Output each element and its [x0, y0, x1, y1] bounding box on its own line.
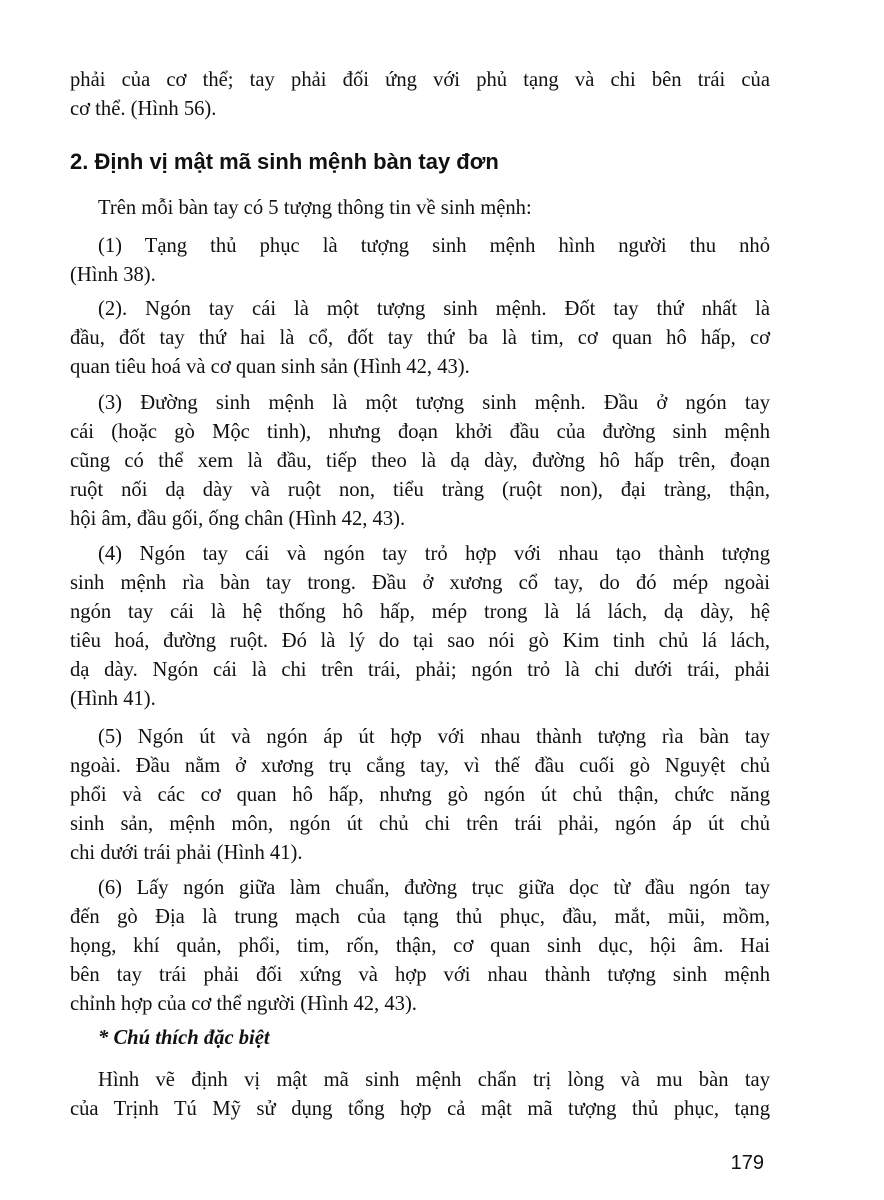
- text-line: dạ dày. Ngón cái là chi trên trái, phải; ngón trỏ là chi dưới trái, phải: [70, 659, 770, 681]
- text-line: tiêu hoá, đường ruột. Đó là lý do tại sao nói gò Kim tinh chủ lá lách,: [70, 630, 770, 652]
- text-line: sinh mệnh rìa bàn tay trong. Đầu ở xương cổ tay, do đó mép ngoài: [70, 572, 770, 594]
- text-line: Trên mỗi bàn tay có 5 tượng thông tin về sinh mệnh:: [98, 197, 532, 219]
- text-line: (Hình 38).: [70, 264, 156, 286]
- text-line: chỉnh hợp của cơ thể người (Hình 42, 43).: [70, 993, 417, 1015]
- text-line: (1) Tạng thủ phục là tượng sinh mệnh hình người thu nhỏ: [98, 235, 770, 257]
- text-line: cái (hoặc gò Mộc tinh), nhưng đoạn khởi đầu của đường sinh mệnh: [70, 421, 770, 443]
- closing-paragraph: [70, 1066, 770, 1124]
- list-item-3: [70, 389, 770, 534]
- text-line: (3) Đường sinh mệnh là một tượng sinh mệnh. Đầu ở ngón tay: [98, 392, 770, 414]
- text-line: bên tay trái phải đối xứng và hợp với nhau thành tượng sinh mệnh: [70, 964, 770, 986]
- list-item-5: [70, 723, 770, 868]
- text-line: chi dưới trái phải (Hình 41).: [70, 842, 303, 864]
- text-line: cơ thể. (Hình 56).: [70, 98, 217, 120]
- list-item-4: [70, 540, 770, 714]
- intro-paragraph: [70, 66, 770, 124]
- text-line: cũng có thể xem là đầu, tiếp theo là dạ dày, đường hô hấp trên, đoạn: [70, 450, 770, 472]
- special-note-heading: * Chú thích đặc biệt: [98, 1027, 270, 1049]
- text-line: ruột nối dạ dày và ruột non, tiểu tràng (ruột non), đại tràng, thận,: [70, 479, 770, 501]
- text-line: quan tiêu hoá và cơ quan sinh sản (Hình 42, 43).: [70, 356, 470, 378]
- text-line: đầu, đốt tay thứ hai là cổ, đốt tay thứ ba là tim, cơ quan hô hấp, cơ: [70, 327, 770, 349]
- text-line: (4) Ngón tay cái và ngón tay trỏ hợp với nhau tạo thành tượng: [98, 543, 770, 565]
- text-line: ngón tay cái là hệ thống hô hấp, mép trong là lá lách, dạ dày, hệ: [70, 601, 770, 623]
- text-line: ngoài. Đầu nằm ở xương trụ cẳng tay, vì thế đầu cuối gò Nguyệt chủ: [70, 755, 770, 777]
- text-line: Hình vẽ định vị mật mã sinh mệnh chẩn trị lòng và mu bàn tay: [98, 1069, 770, 1091]
- text-line: (Hình 41).: [70, 688, 156, 710]
- text-line: hội âm, đầu gối, ống chân (Hình 42, 43).: [70, 508, 406, 530]
- text-line: phải của cơ thể; tay phải đối ứng với phủ tạng và chi bên trái của: [70, 69, 770, 91]
- lead-sentence: [70, 194, 770, 223]
- text-line: sinh sản, mệnh môn, ngón út chủ chi trên trái phải, ngón áp út chủ: [70, 813, 770, 835]
- text-line: (2). Ngón tay cái là một tượng sinh mệnh. Đốt tay thứ nhất là: [98, 298, 770, 320]
- page-number: 179: [730, 1152, 764, 1174]
- text-line: của Trịnh Tú Mỹ sử dụng tổng hợp cả mật mã tượng thủ phục, tạng: [70, 1098, 770, 1120]
- text-line: (6) Lấy ngón giữa làm chuẩn, đường trục giữa dọc từ đầu ngón tay: [98, 877, 770, 899]
- list-item-6: [70, 874, 770, 1019]
- section-heading: 2. Định vị mật mã sinh mệnh bàn tay đơn: [70, 149, 499, 174]
- text-line: (5) Ngón út và ngón áp út hợp với nhau thành tượng rìa bàn tay: [98, 726, 770, 748]
- text-line: họng, khí quản, phổi, tim, rốn, thận, cơ quan sinh dục, hội âm. Hai: [70, 935, 770, 957]
- list-item-2: [70, 295, 770, 382]
- text-line: đến gò Địa là trung mạch của tạng thủ phục, đầu, mắt, mũi, mồm,: [70, 906, 770, 928]
- list-item-1: [70, 232, 770, 290]
- text-line: phổi và các cơ quan hô hấp, nhưng gò ngón út chủ thận, chức năng: [70, 784, 770, 806]
